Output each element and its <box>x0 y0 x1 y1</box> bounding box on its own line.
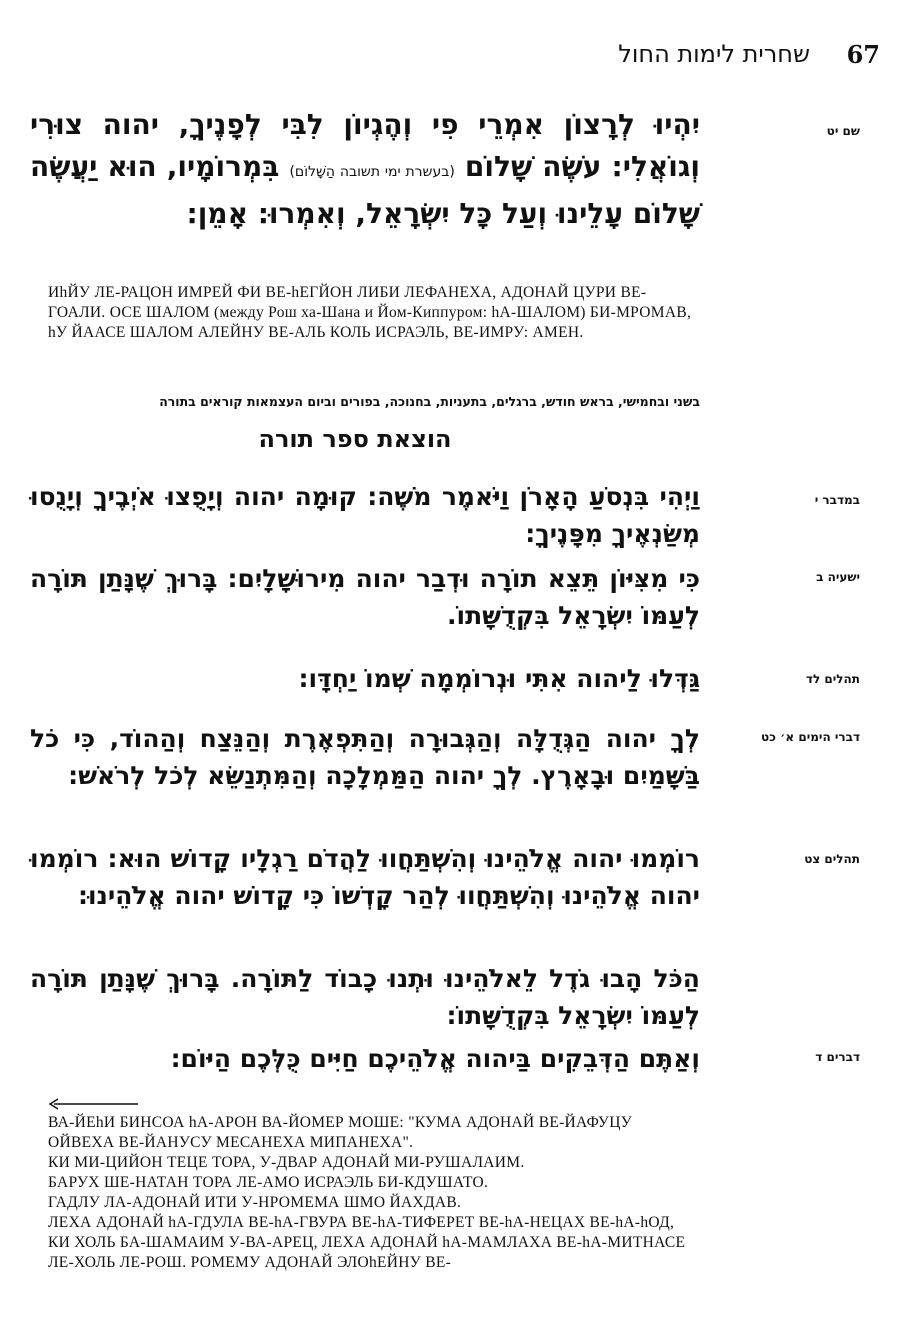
transliteration-line: ГАДЛУ ЛА-АДОНАЙ ИТИ У-НРОМЕМА ШМО ЙАХДАВ. <box>48 1194 462 1211</box>
transliteration-line: ВА-ЙЕhИ БИНСОА hА-АРОН ВА-ЙОМЕР МОШЕ: "КУМА АДОНАЙ ВЕ-ЙАФУЦУ ОЙВЕХА ВЕ-ЙАНУСУ МЕСАНЕХА МИПАНЕХА". <box>48 1114 632 1151</box>
verse-text: כִּי מִצִּיּוֹן תֵּצֵא תוֹרָה וּדְבַר יהוה מִירוּשָׁלָיִם: בָּרוּךְ שֶׁנָּתַן תּוֹרָה לְעַמּוֹ יִשְׂרָאֵל בִּקְדֻשָּׁתוֹ. <box>30 564 700 630</box>
section-heading: הוצאת ספר תורה <box>258 425 452 453</box>
prayer-text: בִּמְרוֹמָיו, הוּא יַעֲשֶׂה שָׁלוֹם עָלֵינוּ וְעַל כָּל יִשְׂרָאֵל, וְאִמְרוּ: אָמֵן: <box>30 150 700 230</box>
page-title: שחרית לימות החול <box>618 40 810 68</box>
source-reference: ישעיה ב <box>816 570 860 584</box>
source-reference: תהלים לד <box>805 672 860 686</box>
source-reference: דברי הימים א׳ כט <box>760 730 860 744</box>
verse-text: הַכֹּל הָבוּ גֹדֶל לֵאלֹהֵינוּ וּתְנוּ כָבוֹד לַתּוֹרָה. בָּרוּךְ שֶׁנָּתַן תּוֹרָה לְעַמּוֹ יִשְׂרָאֵל בִּקְדֻשָּׁתוֹ: <box>30 964 700 1030</box>
source-reference: במדבר י <box>814 493 860 507</box>
source-reference: תהלים צט <box>804 852 860 866</box>
transliteration-block <box>48 1113 698 1273</box>
transliteration-block: ИhЙУ ЛЕ-РАЦОН ИМРЕЙ ФИ ВЕ-hЕГЙОН ЛИБИ ЛЕФАНЕХА, АДОНАЙ ЦУРИ ВЕ-ГОАЛИ. ОСЕ ШАЛОМ (между Рош ха-Шана и Йом-Киппуром: hА-ШАЛОМ) БИ-МРОМАВ, hУ ЙААСЕ ШАЛОМ АЛЕЙНУ ВЕ-АЛЬ КОЛЬ ИСРАЭЛЬ, ВЕ-ИМРУ: АМЕН. <box>48 284 692 341</box>
source-reference: שם יט <box>826 124 860 138</box>
verse-text: לְךָ יהוה הַגְּדֻלָּה וְהַגְּבוּרָה וְהַתִּפְאֶרֶת וְהַנֵּצַח וְהַהוֹד, כִּי כֹל בַּשָּׁמַיִם וּבָאָרֶץ. לְךָ יהוה הַמַּמְלָכָה וְהַמִּתְנַשֵּׂא לְכֹל לְרֹאשׁ: <box>30 724 700 790</box>
left-arrow-icon <box>48 1098 138 1110</box>
transliteration-line: БАРУХ ШЕ-НАТАН ТОРА ЛЕ-АМО ИСРАЭЛЬ БИ-КДУШАТО. <box>48 1174 489 1191</box>
transliteration-line: КИ МИ-ЦИЙОН ТЕЦЕ ТОРА, У-ДВАР АДОНАЙ МИ-РУШАЛАИМ. <box>48 1154 525 1171</box>
inline-note: (בעשרת ימי תשובה הַשָּׁלוֹם) <box>289 164 455 180</box>
prayer-text: יִהְיוּ לְרָצוֹן אִמְרֵי פִי וְהֶגְיוֹן לִבִּי לְפָנֶיךָ, יהוה צוּרִי וְגוֹאֲלִי: עֹשֶׂה שָׁלוֹם <box>30 108 701 183</box>
source-reference: דברים ד <box>815 1050 860 1064</box>
verse-text: גַּדְּלוּ לַיהוה אִתִּי וּנְרוֹמְמָה שְׁמוֹ יַחְדָּו: <box>298 664 700 693</box>
verse-text: רוֹמְמוּ יהוה אֱלֹהֵינוּ וְהִשְׁתַּחֲווּ לַהֲדֹם רַגְלָיו קָדוֹשׁ הוּא: רוֹמְמוּ יהוה אֱלֹהֵינוּ וְהִשְׁתַּחֲווּ לְהַר קָדְשׁוֹ כִּי קָדוֹשׁ יהוה אֱלֹהֵינוּ: <box>30 844 700 910</box>
verse-text: וְאַתֶּם הַדְּבֵקִים בַּיהוה אֱלֹהֵיכֶם חַיִּים כֻּלְּכֶם הַיּוֹם: <box>170 1044 700 1073</box>
verse-text: וַיְהִי בִּנְסֹעַ הָאָרֹן וַיֹּאמֶר מֹשֶׁה: קוּמָה יהוה וְיָפֻצוּ אֹיְבֶיךָ וְיָנֻסוּ מְשַׂנְאֶיךָ מִפָּנֶיךָ: <box>30 482 700 548</box>
transliteration-line: ЛЕХА АДОНАЙ hА-ГДУЛА ВЕ-hА-ГВУРА ВЕ-hА-ТИФЕРЕТ ВЕ-hА-НЕЦАХ ВЕ-hА-hОД, КИ ХОЛЬ БА-ШАМАИМ У-ВА-АРЕЦ, ЛЕХА АДОНАЙ hА-МАМЛАХА ВЕ-hА-МИТНАСЕ ЛЕ-ХОЛЬ ЛЕ-РОШ. РОМЕМУ АДОНАЙ ЭЛОhЕЙНУ ВЕ- <box>48 1214 686 1271</box>
page-number: 67 <box>846 40 880 69</box>
instruction-note: בשני ובחמישי, בראש חודש, ברגלים, בתעניות, בחנוכה, בפורים וביום העצמאות קוראים בתורה <box>159 394 700 409</box>
prayer-text-block <box>30 104 700 235</box>
